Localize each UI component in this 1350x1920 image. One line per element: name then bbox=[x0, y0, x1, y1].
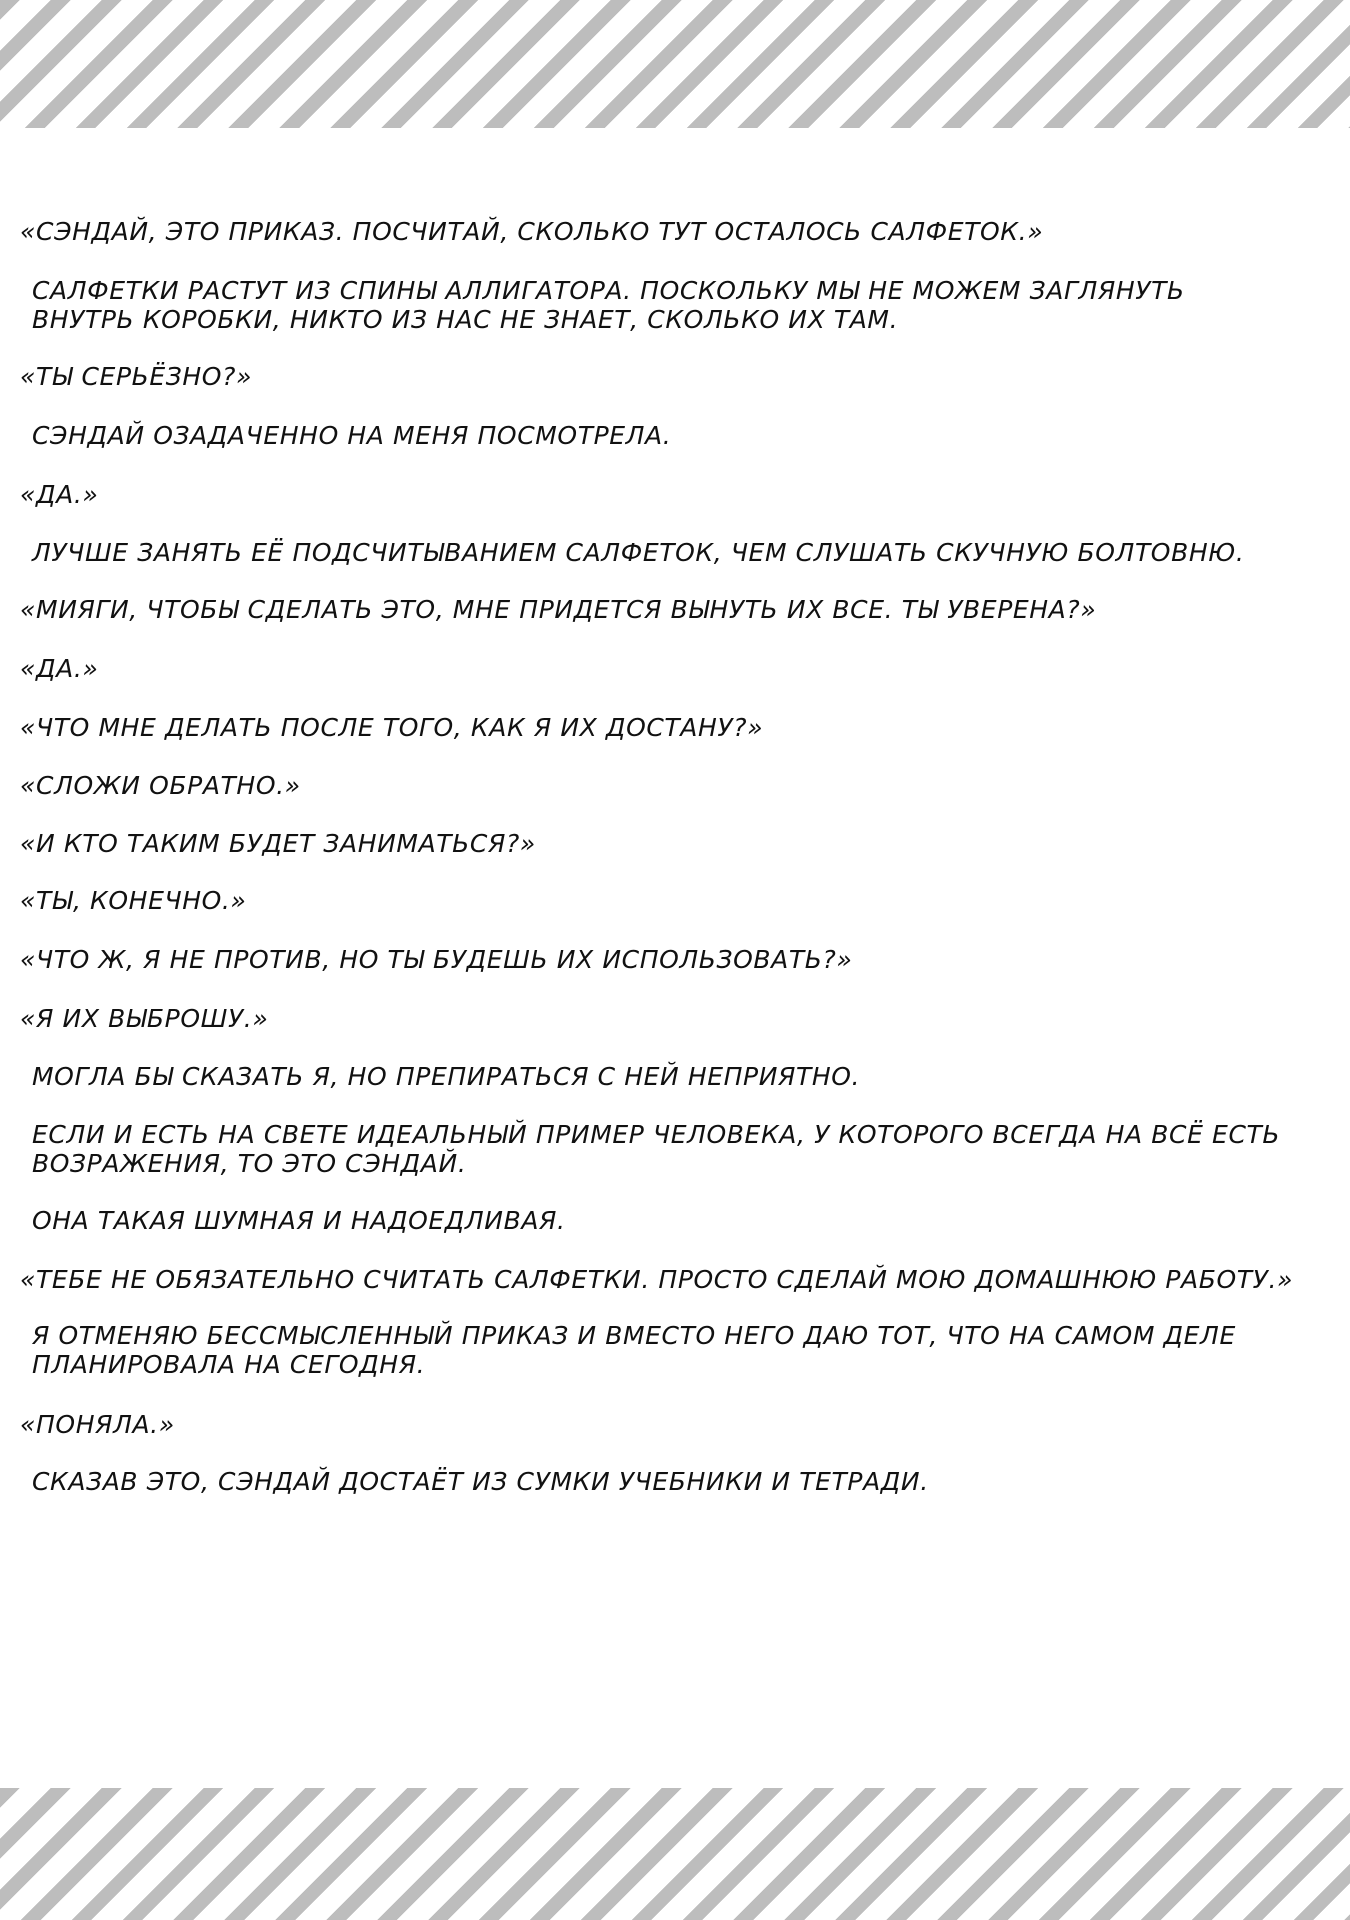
text-line: ВОЗРАЖЕНИЯ, ТО ЭТО СЭНДАЙ. bbox=[32, 1149, 467, 1178]
text-line: ЕСЛИ И ЕСТЬ НА СВЕТЕ ИДЕАЛЬНЫЙ ПРИМЕР ЧЕЛОВЕКА, У КОТОРОГО ВСЕГДА НА ВСЁ ЕСТЬ bbox=[32, 1120, 1281, 1149]
text-line: ПЛАНИРОВАЛА НА СЕГОДНЯ. bbox=[32, 1350, 426, 1379]
text-line: «ДА.» bbox=[20, 654, 99, 683]
text-line: «И КТО ТАКИМ БУДЕТ ЗАНИМАТЬСЯ?» bbox=[20, 829, 536, 858]
text-line: «МИЯГИ, ЧТОБЫ СДЕЛАТЬ ЭТО, МНЕ ПРИДЕТСЯ ВЫНУТЬ ИХ ВСЕ. ТЫ УВЕРЕНА?» bbox=[20, 595, 1097, 624]
text-line: Я ОТМЕНЯЮ БЕССМЫСЛЕННЫЙ ПРИКАЗ И ВМЕСТО НЕГО ДАЮ ТОТ, ЧТО НА САМОМ ДЕЛЕ bbox=[32, 1321, 1236, 1350]
text-line: «ЧТО МНЕ ДЕЛАТЬ ПОСЛЕ ТОГО, КАК Я ИХ ДОСТАНУ?» bbox=[20, 713, 764, 742]
text-line: ВНУТРЬ КОРОБКИ, НИКТО ИЗ НАС НЕ ЗНАЕТ, СКОЛЬКО ИХ ТАМ. bbox=[32, 305, 899, 334]
text-line: «ТЫ СЕРЬЁЗНО?» bbox=[20, 362, 252, 391]
text-line: «ЧТО Ж, Я НЕ ПРОТИВ, НО ТЫ БУДЕШЬ ИХ ИСПОЛЬЗОВАТЬ?» bbox=[20, 945, 853, 974]
text-line: «СЛОЖИ ОБРАТНО.» bbox=[20, 771, 301, 800]
text-line: «ДА.» bbox=[20, 480, 99, 509]
text-line: МОГЛА БЫ СКАЗАТЬ Я, НО ПРЕПИРАТЬСЯ С НЕЙ НЕПРИЯТНО. bbox=[32, 1062, 861, 1091]
text-line: «Я ИХ ВЫБРОШУ.» bbox=[20, 1004, 269, 1033]
text-line: «СЭНДАЙ, ЭТО ПРИКАЗ. ПОСЧИТАЙ, СКОЛЬКО ТУТ ОСТАЛОСЬ САЛФЕТОК.» bbox=[20, 217, 1044, 246]
text-line: СЭНДАЙ ОЗАДАЧЕННО НА МЕНЯ ПОСМОТРЕЛА. bbox=[32, 421, 672, 450]
text-line: «ПОНЯЛА.» bbox=[20, 1410, 175, 1439]
text-line: САЛФЕТКИ РАСТУТ ИЗ СПИНЫ АЛЛИГАТОРА. ПОСКОЛЬКУ МЫ НЕ МОЖЕМ ЗАГЛЯНУТЬ bbox=[32, 276, 1185, 305]
text-line: «ТЫ, КОНЕЧНО.» bbox=[20, 886, 247, 915]
text-line: СКАЗАВ ЭТО, СЭНДАЙ ДОСТАЁТ ИЗ СУМКИ УЧЕБНИКИ И ТЕТРАДИ. bbox=[32, 1467, 929, 1496]
text-line: ОНА ТАКАЯ ШУМНАЯ И НАДОЕДЛИВАЯ. bbox=[32, 1206, 566, 1235]
text-line: ЛУЧШЕ ЗАНЯТЬ ЕЁ ПОДСЧИТЫВАНИЕМ САЛФЕТОК, ЧЕМ СЛУШАТЬ СКУЧНУЮ БОЛТОВНЮ. bbox=[32, 538, 1245, 567]
bottom-stripe-border bbox=[0, 1788, 1350, 1920]
text-line: «ТЕБЕ НЕ ОБЯЗАТЕЛЬНО СЧИТАТЬ САЛФЕТКИ. ПРОСТО СДЕЛАЙ МОЮ ДОМАШНЮЮ РАБОТУ.» bbox=[20, 1265, 1294, 1294]
